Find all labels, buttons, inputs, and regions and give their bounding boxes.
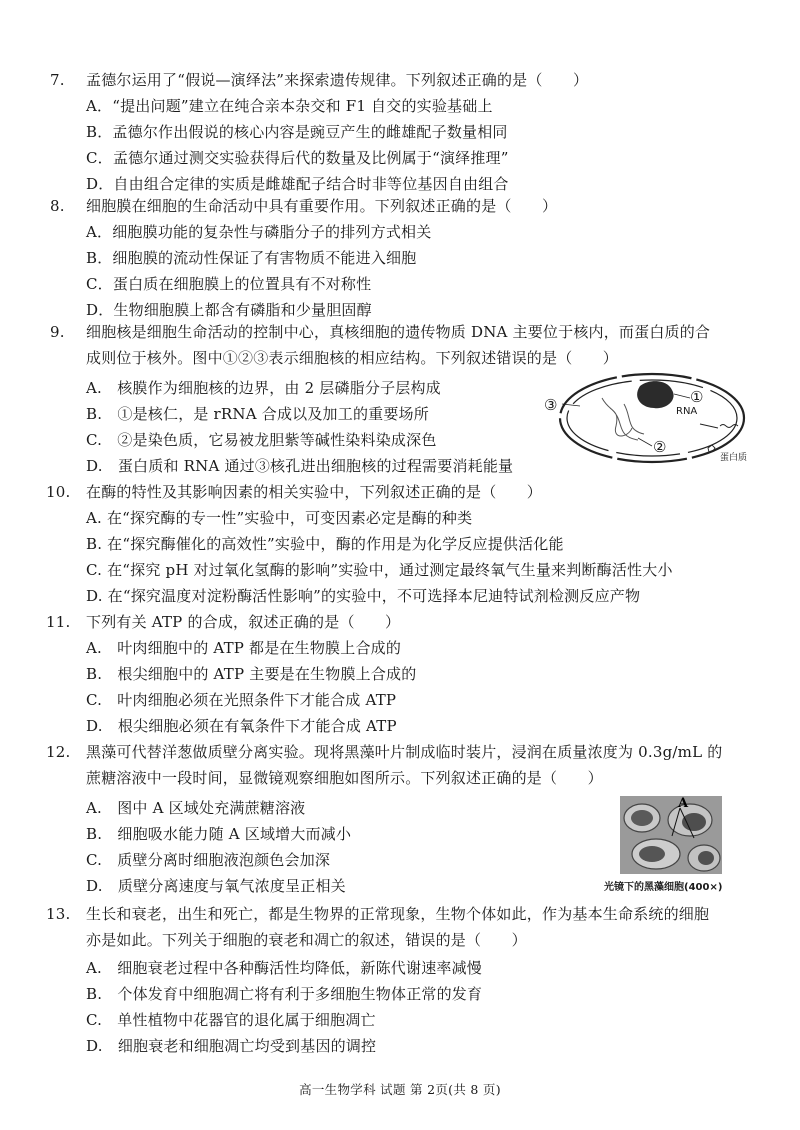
option-a: A. 图中 A 区域处充满蔗糖溶液 — [86, 799, 306, 817]
question-stem-line-2: 蔗糖溶液中一段时间，显微镜观察细胞如图所示。下列叙述正确的是（ ） — [86, 769, 603, 787]
micrograph-figure — [604, 796, 764, 896]
label-two: ② — [653, 438, 667, 456]
option-b: B. 个体发育中细胞凋亡将有利于多细胞生物体正常的发育 — [86, 985, 483, 1003]
option-c: C. 在“探究 pH 对过氧化氢酶的影响”实验中，通过测定最终氧气生量来判断酶活性大小 — [86, 561, 673, 579]
option-a: A．“提出问题”建立在纯合亲本杂交和 F1 自交的实验基础上 — [86, 97, 493, 115]
question-stem-line-1: 细胞核是细胞生命活动的控制中心，真核细胞的遗传物质 DNA 主要位于核内，而蛋白质的合 — [86, 323, 711, 341]
question-stem: 下列有关 ATP 的合成，叙述正确的是（ ） — [86, 613, 401, 631]
question-number: 7. — [50, 71, 65, 89]
option-a: A. 核膜作为细胞核的边界，由 2 层磷脂分子层构成 — [86, 379, 441, 397]
nucleus-diagram — [540, 368, 765, 468]
option-b: B．细胞膜的流动性保证了有害物质不能进入细胞 — [86, 249, 417, 267]
option-c: C．蛋白质在细胞膜上的位置具有不对称性 — [86, 275, 372, 293]
question-number: 11. — [46, 613, 71, 631]
question-stem: 在酶的特性及其影响因素的相关实验中，下列叙述正确的是（ ） — [86, 483, 543, 501]
question-number: 10. — [46, 483, 71, 501]
option-d: D. 蛋白质和 RNA 通过③核孔进出细胞核的过程需要消耗能量 — [86, 457, 514, 475]
option-c: C. 单性植物中花器官的退化属于细胞凋亡 — [86, 1011, 376, 1029]
option-d: D. 质壁分离速度与氧气浓度呈正相关 — [86, 877, 346, 895]
question-stem: 细胞膜在细胞的生命活动中具有重要作用。下列叙述正确的是（ ） — [86, 197, 558, 215]
label-protein: 蛋白质 — [720, 453, 748, 463]
option-c: C．孟德尔通过测交实验获得后代的数量及比例属于“演绎推理” — [86, 149, 509, 167]
nucleolus-shape — [637, 381, 673, 408]
callout-one — [674, 394, 690, 398]
page-footer: 高一生物学科 试题 第 2页(共 8 页) — [299, 1082, 501, 1097]
question-stem-line-2: 亦是如此。下列关于细胞的衰老和凋亡的叙述，错误的是（ ） — [86, 931, 527, 949]
question-stem-line-2: 成则位于核外。图中①②③表示细胞核的相应结构。下列叙述错误的是（ ） — [86, 349, 619, 367]
question-number: 8. — [50, 197, 65, 215]
micrograph-svg — [620, 796, 722, 874]
question-number: 9. — [50, 323, 65, 341]
callout-two — [638, 438, 652, 446]
label-rna: RNA — [676, 406, 698, 417]
option-c: C. 叶肉细胞必须在光照条件下才能合成 ATP — [86, 691, 397, 709]
question-number: 13. — [46, 905, 71, 923]
cell-4-protoplast — [698, 851, 714, 865]
question-stem: 孟德尔运用了“假说—演绎法”来探索遗传规律。下列叙述正确的是（ ） — [86, 71, 589, 89]
option-b: B. 在“探究酶催化的高效性”实验中，酶的作用是为化学反应提供活化能 — [86, 535, 564, 553]
label-one: ① — [690, 388, 704, 406]
option-d: D．生物细胞膜上都含有磷脂和少量胆固醇 — [86, 301, 372, 319]
option-d: D. 根尖细胞必须在有氧条件下才能合成 ATP — [86, 717, 397, 735]
rna-arrow — [700, 424, 718, 428]
cell-2-protoplast — [682, 813, 706, 831]
option-c: C. ②是染色质，它易被龙胆紫等碱性染料染成深色 — [86, 431, 437, 449]
option-a: A. 在“探究酶的专一性”实验中，可变因素必定是酶的种类 — [86, 509, 473, 527]
cell-3-protoplast — [639, 846, 665, 862]
question-number: 12. — [46, 743, 71, 761]
label-three: ③ — [544, 396, 558, 414]
figure-caption: 光镜下的黑藻细胞(400×) — [604, 882, 723, 893]
option-d: D．自由组合定律的实质是雌雄配子结合时非等位基因自由组合 — [86, 175, 509, 193]
chromatin-strands — [602, 398, 644, 440]
option-d: D. 在“探究温度对淀粉酶活性影响”的实验中，不可选择本尼迪特试剂检测反应产物 — [86, 587, 641, 605]
option-b: B. ①是核仁，是 rRNA 合成以及加工的重要场所 — [86, 405, 429, 423]
option-b: B. 细胞吸水能力随 A 区域增大而减小 — [86, 825, 352, 843]
question-stem-line-1: 生长和衰老，出生和死亡，都是生物界的正常现象，生物个体如此，作为基本生命系统的细胞 — [86, 905, 710, 923]
option-a: A. 细胞衰老过程中各种酶活性均降低，新陈代谢速率减慢 — [86, 959, 483, 977]
cell-1-protoplast — [631, 810, 653, 826]
question-stem-line-1: 黑藻可代替洋葱做质壁分离实验。现将黑藻叶片制成临时装片，浸润在质量浓度为 0.3g/mL 的 — [86, 743, 723, 761]
option-b: B．孟德尔作出假说的核心内容是豌豆产生的雌雄配子数量相同 — [86, 123, 508, 141]
option-a: A．细胞膜功能的复杂性与磷脂分子的排列方式相关 — [86, 223, 432, 241]
option-d: D. 细胞衰老和细胞凋亡均受到基因的调控 — [86, 1037, 377, 1055]
option-a: A. 叶肉细胞中的 ATP 都是在生物膜上合成的 — [86, 639, 402, 657]
option-b: B. 根尖细胞中的 ATP 主要是在生物膜上合成的 — [86, 665, 417, 683]
option-c: C. 质壁分离时细胞液泡颜色会加深 — [86, 851, 331, 869]
micrograph-image — [620, 796, 722, 874]
label-a: A — [678, 796, 689, 811]
